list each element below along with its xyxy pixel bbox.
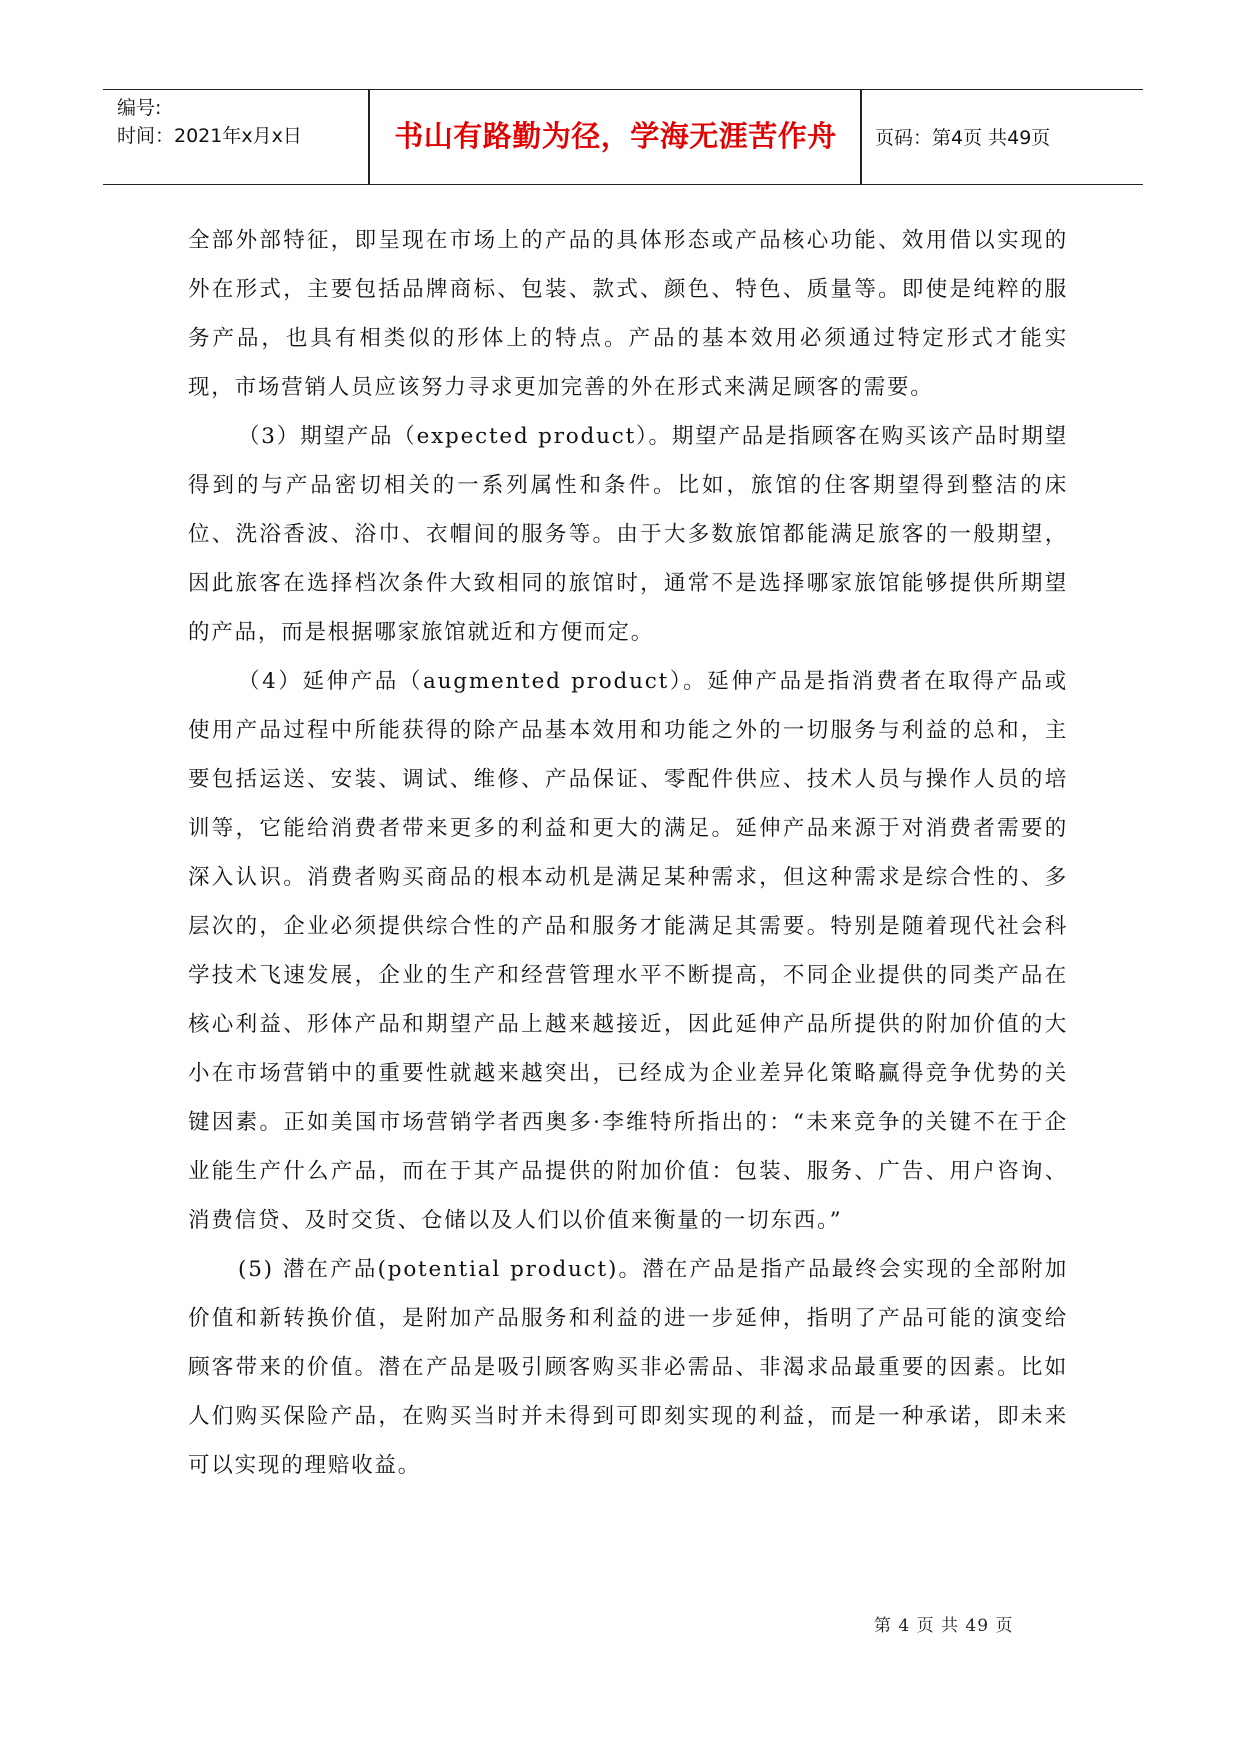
number-label: 编号: — [117, 97, 162, 119]
header-motto: 书山有路勤为径，学海无涯苦作舟 — [394, 119, 837, 153]
header-page-info: 页码：第4页 共49页 — [875, 127, 1051, 149]
time-label: 时间：2021年x月x日 — [117, 125, 302, 147]
header-divider — [368, 90, 370, 184]
paragraph-potential-product: (5) 潜在产品(potential product)。潜在产品是指产品最终会实现的全部附加价值和新转换价值，是附加产品服务和利益的进一步延伸，指明了产品可能的演变给顾客带来的价值。潜在产品是吸引顾客购买非必需品、非渴求品最重要的因素。比如人们购买保险产品，在购买当时并未得到可即刻实现的利益，而是一种承诺，即未来可以实现的理赔收益。 — [188, 1257, 1068, 1478]
paragraph-expected-product: （3）期望产品（expected product）。期望产品是指顾客在购买该产品时期望得到的与产品密切相关的一系列属性和条件。比如，旅馆的住客期望得到整洁的床位、洗浴香波、浴巾、衣帽间的服务等。由于大多数旅馆都能满足旅客的一般期望，因此旅客在选择档次条件大致相同的旅馆时，通常不是选择哪家旅馆能够提供所期望的产品，而是根据哪家旅馆就近和方便而定。 — [188, 424, 1068, 645]
page-footer: 第 4 页 共 49 页 — [874, 1616, 1014, 1636]
body-text — [188, 216, 1068, 1490]
header-divider — [860, 90, 862, 184]
header-meta — [117, 94, 302, 150]
paragraph-augmented-product: （4）延伸产品（augmented product）。延伸产品是指消费者在取得产品或使用产品过程中所能获得的除产品基本效用和功能之外的一切服务与利益的总和，主要包括运送、安装、调试、维修、产品保证、零配件供应、技术人员与操作人员的培训等，它能给消费者带来更多的利益和更大的满足。延伸产品来源于对消费者需要的深入认识。消费者购买商品的根本动机是满足某种需求，但这种需求是综合性的、多层次的，企业必须提供综合性的产品和服务才能满足其需要。特别是随着现代社会科学技术飞速发展，企业的生产和经营管理水平不断提高，不同企业提供的同类产品在核心利益、形体产品和期望产品上越来越接近，因此延伸产品所提供的附加价值的大小在市场营销中的重要性就越来越突出，已经成为企业差异化策略赢得竞争优势的关键因素。正如美国市场营销学者西奥多·李维特所指出的：“未来竞争的关键不在于企业能生产什么产品，而在于其产品提供的附加价值：包装、服务、广告、用户咨询、消费信贷、及时交货、仓储以及人们以价值来衡量的一切东西。” — [188, 669, 1068, 1233]
page-header — [103, 89, 1143, 185]
paragraph-form-product-continued: 全部外部特征，即呈现在市场上的产品的具体形态或产品核心功能、效用借以实现的外在形式，主要包括品牌商标、包装、款式、颜色、特色、质量等。即使是纯粹的服务产品，也具有相类似的形体上的特点。产品的基本效用必须通过特定形式才能实现，市场营销人员应该努力寻求更加完善的外在形式来满足顾客的需要。 — [188, 228, 1068, 400]
